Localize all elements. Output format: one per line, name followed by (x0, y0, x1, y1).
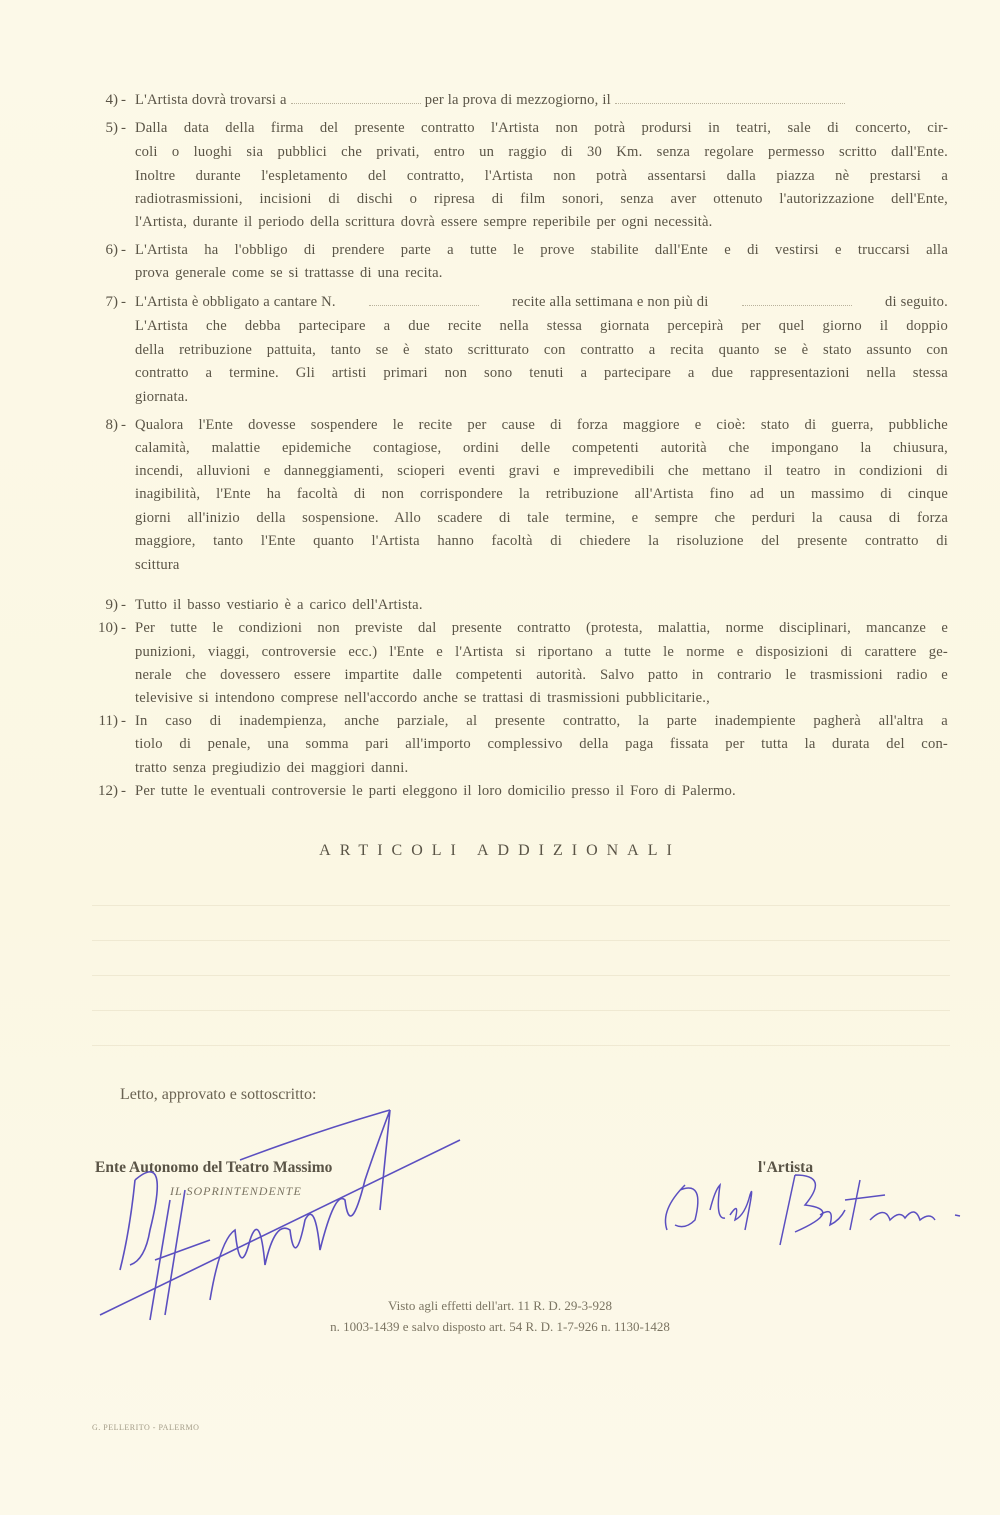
clause-number: 5) (105, 120, 118, 136)
clause-line (135, 417, 948, 434)
clause-text: L'Artista ha l'obbligo di prendere parte a tutte le prove stabilite dall'Ente e di vestirsi e truccarsi alla (135, 242, 948, 258)
clause-text: incendi, alluvioni e danneggiamenti, scioperi eventi gravi e imprevedibili che mettano il teatro in condizioni di (135, 463, 948, 479)
clause-line (135, 92, 948, 109)
clause-line (135, 191, 948, 208)
clause-text: Qualora l'Ente dovesse sospendere le recite per cause di forza maggiore e cioè: stato di guerra, pubbliche (135, 417, 948, 433)
clause-dash: - (121, 713, 126, 729)
clause-line (135, 690, 948, 707)
clause-text: scittura (135, 557, 180, 573)
clause-dash: - (121, 597, 126, 613)
clause-line (135, 440, 948, 457)
clause-line (135, 365, 948, 382)
clause-line (135, 667, 948, 684)
visto-line-2: n. 1003-1439 e salvo disposto art. 54 R. D. 1-7-926 n. 1130-1428 (330, 1319, 670, 1334)
clause-line (135, 463, 948, 480)
blank-line (92, 1010, 950, 1011)
clause-number: 12) (98, 783, 118, 799)
blank-line (92, 905, 950, 906)
clause-text: In caso di inadempienza, anche parziale, al presente contratto, la parte inadempiente pagherà all'altra a (135, 713, 948, 729)
clause-line (135, 736, 948, 753)
clause-line (135, 783, 948, 800)
clause-line (135, 214, 948, 231)
clause-text: nerale che dovessero essere impartite dalle competenti autorità. Salvo patto in contrario le trasmissioni radio e (135, 667, 948, 683)
clause-text: l'Artista, durante il periodo della scrittura dovrà essere sempre reperibile per ogni necessità. (135, 214, 713, 230)
signoff-text: Letto, approvato e sottoscritto: (120, 1086, 317, 1103)
clause-line (135, 620, 948, 637)
clause-text: Per tutte le condizioni non previste dal presente contratto (protesta, malattia, norme disciplinari, mancanze e (135, 620, 948, 636)
clause-text: contratto a termine. Gli artisti primari non sono tenuti a partecipare a due rappresentazioni nella stessa (135, 365, 948, 381)
clause-text: tratto senza pregiudizio dei maggiori danni. (135, 760, 409, 776)
ente-label: Ente Autonomo del Teatro Massimo (95, 1159, 333, 1176)
clause-dash: - (121, 294, 126, 310)
clause-text: Dalla data della firma del presente contratto l'Artista non potrà prodursi in teatri, sale di concerto, cir- (135, 120, 948, 136)
clause-line (135, 644, 948, 661)
clause-text: punizioni, viaggi, controversie ecc.) l'Ente e l'Artista si riportano a tutte le norme e disposizioni di carattere ge- (135, 644, 948, 660)
clause-line (135, 242, 948, 259)
clause-text: giorni all'inizio della sospensione. Allo scadere di tale termine, e sempre che perduri la causa di forza (135, 510, 948, 526)
clause-text: prova generale come se si trattasse di una recita. (135, 265, 443, 281)
additional-articles-heading: ARTICOLI ADDIZIONALI (319, 842, 681, 859)
blank-line (92, 975, 950, 976)
fill-in-blank (291, 102, 421, 104)
clause-text: Tutto il basso vestiario è a carico dell'Artista. (135, 597, 423, 613)
clause-number: 6) (105, 242, 118, 258)
clause-line (135, 294, 948, 311)
printer-imprint: G. PELLERITO - PALERMO (92, 1423, 200, 1432)
clause-line (135, 342, 948, 359)
clause-text: di seguito. (884, 294, 948, 310)
clause-text: tiolo di penale, una somma pari all'importo complessivo della paga fissata per tutta la durata del con- (135, 736, 948, 752)
clause-text: giornata. (135, 389, 189, 405)
clause-number: 9) (105, 597, 118, 613)
fill-in-blank (369, 304, 479, 306)
clause-text: coli o luoghi sia pubblici che privati, entro un raggio di 30 Km. senza regolare permesso scritto dall'Ente. (135, 144, 948, 160)
clause-text: recite alla settimana e non più di (512, 294, 709, 310)
clause-text: L'Artista è obbligato a cantare N. (135, 294, 336, 310)
clause-dash: - (121, 92, 126, 108)
clause-number: 11) (98, 713, 118, 729)
clause-line (135, 486, 948, 503)
clause-dash: - (121, 120, 126, 136)
visto-line-1: Visto agli effetti dell'art. 11 R. D. 29-3-928 (388, 1298, 612, 1313)
clause-text: L'Artista che debba partecipare a due recite nella stessa giornata percepirà per quel giorno il doppio (135, 318, 948, 334)
clause-number: 8) (105, 417, 118, 433)
clause-text: televisive si intendono comprese nell'accordo anche se trattasi di trasmissioni pubblicitarie., (135, 690, 710, 706)
soprintendente-signature (90, 1090, 470, 1330)
clause-line (135, 597, 948, 614)
clause-text: Per tutte le eventuali controversie le parti eleggono il loro domicilio presso il Foro di Palermo. (135, 783, 736, 799)
clause-text: calamità, malattie epidemiche contagiose, ordini delle competenti autorità che impongano la chiusura, (135, 440, 948, 456)
clause-text: Inoltre durante l'espletamento del contratto, l'Artista non potrà assentarsi dalla piazza nè prestarsi a (135, 168, 948, 184)
clause-dash: - (121, 417, 126, 433)
ente-role: IL SOPRINTENDENTE (170, 1184, 302, 1198)
fill-in-blank (742, 304, 852, 306)
fill-in-blank (615, 102, 845, 104)
clause-number: 4) (105, 92, 118, 108)
clause-text: della retribuzione pattuita, tanto se è stato scritturato con contratto a recita quanto se è stato assunto con (135, 342, 948, 358)
artist-signature (655, 1170, 975, 1250)
clause-line (135, 713, 948, 730)
clause-line (135, 533, 948, 550)
clause-line (135, 168, 948, 185)
clause-text: inagibilità, l'Ente ha facoltà di non corrispondere la retribuzione all'Artista fino ad un massimo di cinque (135, 486, 948, 502)
clause-line (135, 265, 948, 282)
clause-line (135, 144, 948, 161)
clause-dash: - (121, 620, 126, 636)
clause-line (135, 318, 948, 335)
artist-label: l'Artista (758, 1159, 814, 1176)
clause-number: 10) (98, 620, 118, 636)
clause-line (135, 557, 948, 574)
clause-line (135, 120, 948, 137)
clause-line (135, 510, 948, 527)
clause-text: per la prova di mezzogiorno, il (424, 92, 611, 108)
clause-text: L'Artista dovrà trovarsi a (135, 92, 287, 108)
clause-dash: - (121, 783, 126, 799)
clause-number: 7) (105, 294, 118, 310)
clause-text: radiotrasmissioni, incisioni di dischi o ripresa di film sonori, senza aver ottenuto l'autorizzazione dell'Ente, (135, 191, 948, 207)
clause-text: maggiore, tanto l'Ente quanto l'Artista hanno facoltà di chiedere la risoluzione del presente contratto di (135, 533, 948, 549)
blank-line (92, 940, 950, 941)
clause-dash: - (121, 242, 126, 258)
clause-line (135, 760, 948, 777)
clause-line (135, 389, 948, 406)
blank-line (92, 1045, 950, 1046)
